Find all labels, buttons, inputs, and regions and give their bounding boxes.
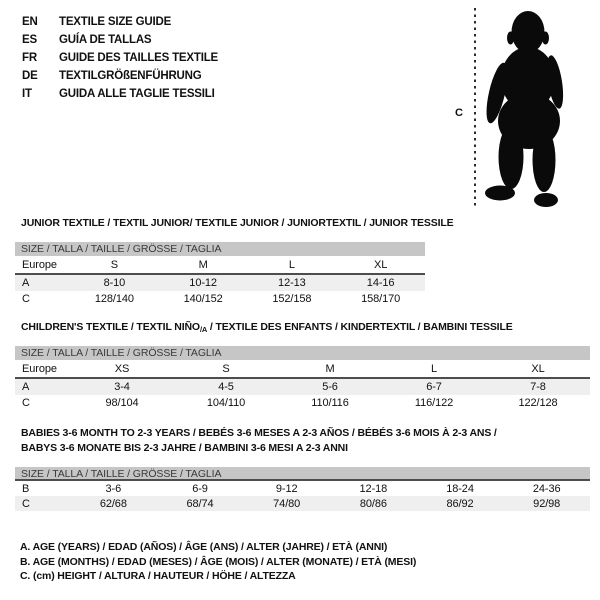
table-cell: 6-7 <box>426 381 442 393</box>
title-line-1: BABIES 3-6 MONTH TO 2-3 YEARS / BEBÉS 3-6 MESES A 2-3 AÑOS / BÉBÉS 3-6 MOIS À 2-3 ANS / <box>21 427 497 439</box>
table-row <box>15 481 590 496</box>
lang-title: GUIDA ALLE TAGLIE TESSILI <box>59 88 215 100</box>
table-cell: 152/158 <box>272 293 312 305</box>
lang-row-fr <box>22 49 218 67</box>
table-rows <box>15 481 590 511</box>
table-cell: 9-12 <box>275 482 298 495</box>
row-label: C <box>22 497 30 510</box>
table-cell: XL <box>531 362 545 375</box>
title-line-2: BABYS 3-6 MONATE BIS 2-3 JAHRE / BAMBINI 3-6 MESI A 2-3 ANNI <box>21 442 348 454</box>
row-label: C <box>22 397 30 409</box>
lang-title: TEXTILE SIZE GUIDE <box>59 16 172 28</box>
table-cell: 104/110 <box>206 397 246 409</box>
childrens-textile-section <box>15 320 590 411</box>
table-cell: 128/140 <box>94 293 134 305</box>
table-cell: 92/98 <box>533 497 561 510</box>
table-cell: 3-4 <box>114 381 130 393</box>
section-title <box>15 320 590 337</box>
lang-title: GUÍA DE TALLAS <box>59 34 152 46</box>
lang-row-de <box>22 67 218 85</box>
size-band: SIZE / TALLA / TAILLE / GRÖSSE / TAGLIA <box>15 242 425 256</box>
table-row <box>15 496 590 511</box>
table-cell: S <box>110 258 118 271</box>
lang-code: ES <box>22 34 37 46</box>
height-measure-line <box>474 8 476 209</box>
row-label: A <box>22 277 30 289</box>
table-cell: 74/80 <box>273 497 301 510</box>
table-row <box>15 291 425 307</box>
table-cell: 158/170 <box>361 293 401 305</box>
table-cell: 122/128 <box>518 397 558 409</box>
section-title: JUNIOR TEXTILE / TEXTIL JUNIOR/ TEXTILE JUNIOR / JUNIORTEXTIL / JUNIOR TESSILE <box>21 217 454 229</box>
table-cell: M <box>325 362 335 375</box>
legend-line-c: C. (cm) HEIGHT / ALTURA / HAUTEUR / HÖHE / ALTEZZA <box>20 570 296 582</box>
table-cell: 80/86 <box>359 497 387 510</box>
table-row <box>15 395 590 411</box>
table-cell: 3-6 <box>105 482 122 495</box>
table-cell: XL <box>373 258 388 271</box>
table-cell: M <box>198 258 208 271</box>
lang-title: TEXTILGRÖßENFÜHRUNG <box>59 70 202 82</box>
table-cell: L <box>288 258 295 271</box>
table-cell: S <box>222 362 230 375</box>
baby-silhouette-icon <box>483 9 568 209</box>
lang-code: IT <box>22 88 32 100</box>
legend-line-a: A. AGE (YEARS) / EDAD (AÑOS) / ÂGE (ANS) / ALTER (JAHRE) / ETÀ (ANNI) <box>20 541 388 553</box>
row-label: Europe <box>22 258 57 271</box>
title-subscript: /A <box>199 325 208 334</box>
lang-row-en <box>22 13 218 31</box>
table-rows <box>15 256 425 307</box>
table-cell: 18-24 <box>446 482 474 495</box>
table-cell: 10-12 <box>189 277 217 289</box>
table-header-row <box>15 360 590 379</box>
lang-row-it <box>22 85 218 103</box>
table-cell: 12-13 <box>278 277 306 289</box>
lang-code: FR <box>22 52 37 64</box>
junior-textile-section <box>15 216 454 307</box>
table-cell: 116/122 <box>414 397 454 409</box>
table-row <box>15 275 425 291</box>
table-cell: XS <box>114 362 130 375</box>
table-cell: 110/116 <box>311 397 349 409</box>
lang-title: GUIDE DES TAILLES TEXTILE <box>59 52 218 64</box>
table-cell: 6-9 <box>192 482 208 495</box>
table-cell: 62/68 <box>99 497 127 510</box>
title-part: CHILDREN'S TEXTILE / TEXTIL NIÑO <box>21 321 200 333</box>
row-label: Europe <box>22 362 57 375</box>
size-band: SIZE / TALLA / TAILLE / GRÖSSE / TAGLIA <box>15 346 590 360</box>
table-cell: 12-18 <box>359 482 388 495</box>
babies-textile-section <box>15 426 590 511</box>
table-cell: 86/92 <box>446 497 474 510</box>
table-header-row <box>15 256 425 275</box>
lang-code: EN <box>22 16 38 28</box>
table-cell: 4-5 <box>218 381 234 393</box>
title-part: / TEXTILE DES ENFANTS / KINDERTEXTIL / BAMBINI TESSILE <box>207 321 513 333</box>
table-cell: 24-36 <box>532 482 561 495</box>
size-band: SIZE / TALLA / TAILLE / GRÖSSE / TAGLIA <box>15 467 590 481</box>
lang-row-es <box>22 31 218 49</box>
table-cell: L <box>430 362 438 375</box>
measurement-legend <box>20 540 416 584</box>
table-cell: 140/152 <box>183 293 223 305</box>
table-cell: 7-8 <box>530 381 546 393</box>
row-label: A <box>22 381 30 393</box>
table-cell: 14-16 <box>366 277 395 289</box>
row-label: B <box>22 482 30 495</box>
table-rows <box>15 360 590 411</box>
table-cell: 8-10 <box>103 277 126 289</box>
height-measure-label: C <box>455 107 463 119</box>
table-cell: 98/104 <box>105 397 139 409</box>
language-header <box>22 13 218 103</box>
table-row <box>15 379 590 395</box>
lang-code: DE <box>22 70 38 82</box>
row-label: C <box>22 293 30 305</box>
legend-line-b: B. AGE (MONTHS) / EDAD (MESES) / ÂGE (MOIS) / ALTER (MONATE) / ETÀ (MESI) <box>20 555 417 568</box>
table-cell: 68/74 <box>186 497 214 510</box>
table-cell: 5-6 <box>322 381 338 393</box>
section-title <box>15 426 590 456</box>
